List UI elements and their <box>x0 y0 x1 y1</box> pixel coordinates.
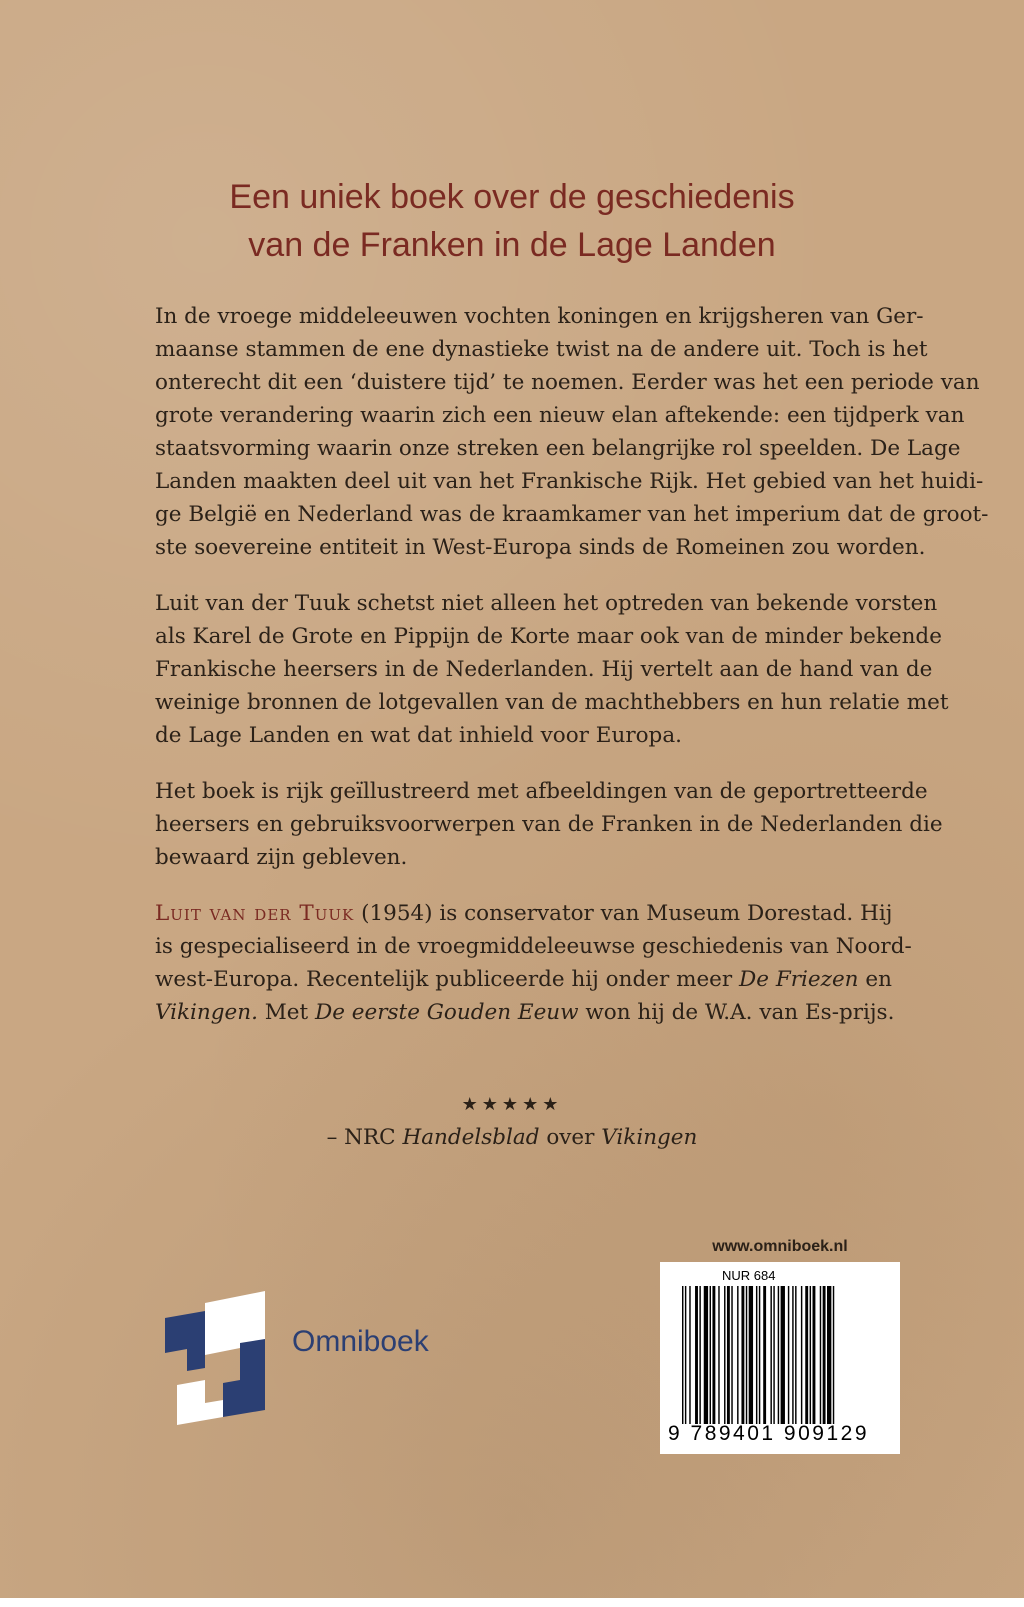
barcode-bar <box>763 1286 766 1424</box>
barcode <box>660 1262 900 1454</box>
barcode-bar <box>685 1286 686 1424</box>
publisher-website: www.omniboek.nl <box>712 1238 848 1255</box>
barcode-bar <box>813 1286 816 1424</box>
text-line: In de vroege middeleeuwen vochten koningen en krijgsheren van Ger- <box>155 304 924 329</box>
barcode-bar <box>827 1286 831 1424</box>
text-line: staatsvorming waarin onze streken een belangrijke rol speelden. De Lage <box>155 436 961 461</box>
barcode-bar <box>823 1286 826 1424</box>
text-line: als Karel de Grote en Pippijn de Korte maar ook van de minder bekende <box>155 624 942 649</box>
barcode-bar <box>756 1286 757 1424</box>
text-line: is gespecialiseerd in de vroegmiddeleeuwse geschiedenis van Noord- <box>155 934 912 959</box>
barcode-bar <box>788 1286 789 1424</box>
barcode-bar <box>773 1286 774 1424</box>
review-quote <box>0 1088 1024 1154</box>
author-bio <box>155 897 915 1029</box>
bio-text: won hij de W.A. van Es-prijs. <box>578 1000 895 1025</box>
text-line: Luit van der Tuuk schetst niet alleen het optreden van bekende vorsten <box>155 591 938 616</box>
blurb <box>155 300 989 1052</box>
barcode-bar <box>718 1286 719 1424</box>
blurb-paragraph-3 <box>155 775 943 874</box>
barcode-bar <box>810 1286 811 1424</box>
barcode-bar <box>737 1286 738 1424</box>
text-line: weinige bronnen de lotgevallen van de machthebbers en hun relatie met <box>155 690 949 715</box>
quote-prefix: – NRC <box>326 1125 403 1150</box>
text-line: Landen maakten deel uit van het Frankische Rijk. Het gebied van het huidi- <box>155 469 984 494</box>
text-line: ste soevereine entiteit in West-Europa sinds de Romeinen zou worden. <box>155 535 926 560</box>
bio-text: west-Europa. Recentelijk publiceerde hij onder meer <box>155 967 740 992</box>
barcode-bars <box>682 1286 882 1424</box>
barcode-bar <box>695 1286 698 1424</box>
text-line: ge België en Nederland was de kraamkamer van het imperium dat de groot- <box>155 502 989 527</box>
barcode-bar <box>759 1286 760 1424</box>
barcode-bar <box>746 1286 747 1424</box>
barcode-bar <box>712 1286 715 1424</box>
star-rating: ★★★★★ <box>461 1094 563 1115</box>
barcode-bar <box>682 1286 683 1424</box>
blurb-paragraph-2 <box>155 587 949 752</box>
barcode-bar <box>741 1286 744 1424</box>
text-line: de Lage Landen en wat dat inhield voor Europa. <box>155 723 682 748</box>
book-title: De eerste Gouden Eeuw <box>315 1000 579 1025</box>
omniboek-logo-icon <box>165 1285 275 1430</box>
bio-text: (1954) is conservator van Museum Dorestad. Hij <box>354 901 893 926</box>
barcode-bar <box>801 1286 802 1424</box>
barcode-bar <box>727 1286 730 1424</box>
text-line <box>155 897 915 930</box>
barcode-bar <box>781 1286 785 1424</box>
text-line: grote verandering waarin zich een nieuw elan aftekende: een tijdperk van <box>155 403 965 428</box>
barcode-bar <box>699 1286 700 1424</box>
publisher-name: Omniboek <box>292 1325 429 1358</box>
text-line: Het boek is rijk geïllustreerd met afbeeldingen van de geportretteerde <box>155 779 928 804</box>
bio-text: Met <box>257 1000 315 1025</box>
blurb-paragraph-1 <box>155 300 989 564</box>
barcode-bar <box>795 1286 796 1424</box>
text-line: bewaard zijn gebleven. <box>155 845 408 870</box>
book-title: Vikingen. <box>155 1000 258 1025</box>
quote-mid: over <box>539 1125 602 1150</box>
tagline <box>0 173 1024 269</box>
barcode-bar <box>710 1286 711 1424</box>
barcode-bar <box>724 1286 725 1424</box>
nur-code: NUR 684 <box>722 1268 776 1283</box>
barcode-bar <box>749 1286 753 1424</box>
barcode-bar <box>805 1286 808 1424</box>
quote-book: Vikingen <box>601 1125 698 1150</box>
barcode-bar <box>833 1286 834 1424</box>
book-title: De Friezen <box>739 967 859 992</box>
author-name: Luit van der Tuuk <box>155 901 355 926</box>
barcode-bar <box>704 1286 708 1424</box>
barcode-bar <box>731 1286 732 1424</box>
text-line: heersers en gebruiksvoorwerpen van de Franken in de Nederlanden die <box>155 812 943 837</box>
text-line: Frankische heersers in de Nederlanden. Hij vertelt aan de hand van de <box>155 657 933 682</box>
barcode-bar <box>778 1286 779 1424</box>
tagline-line-1: Een uniek boek over de geschiedenis <box>229 177 795 216</box>
isbn-number: 9 789401 909129 <box>668 1422 869 1445</box>
text-line: maanse stammen de ene dynastieke twist na de andere uit. Toch is het <box>155 337 928 362</box>
quote-source: Handelsblad <box>402 1125 540 1150</box>
barcode-bar <box>689 1286 690 1424</box>
barcode-bar <box>770 1286 771 1424</box>
barcode-bar <box>792 1286 793 1424</box>
text-line: onterecht dit een ‘duistere tijd’ te noemen. Eerder was het een periode van <box>155 370 980 395</box>
text-line <box>155 963 915 996</box>
bio-text: en <box>858 967 892 992</box>
quote-attribution <box>327 1125 698 1150</box>
text-line <box>155 996 915 1029</box>
barcode-bar <box>820 1286 821 1424</box>
tagline-line-2: van de Franken in de Lage Landen <box>248 225 776 264</box>
